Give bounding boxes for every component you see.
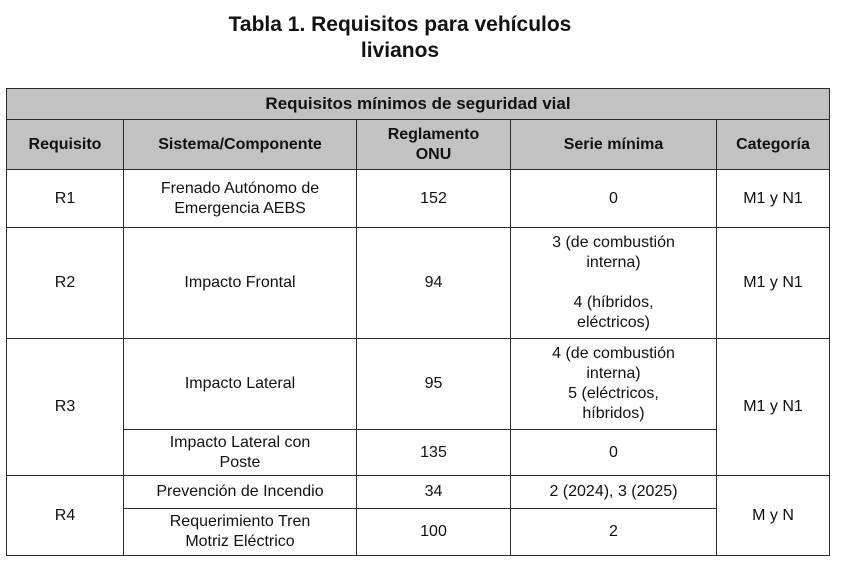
table-title	[0, 12, 800, 64]
header-requisito: Requisito	[7, 120, 124, 170]
cell-text: interna)	[586, 365, 641, 382]
table-banner: Requisitos mínimos de seguridad vial	[7, 89, 830, 120]
cell-text: eléctricos)	[577, 314, 650, 331]
cell-sistema: Prevención de Incendio	[124, 476, 357, 509]
spacer	[515, 273, 712, 293]
cell-sistema: Impacto Lateral	[124, 339, 357, 430]
cell-requisito: R1	[7, 170, 124, 228]
table-row	[7, 228, 830, 339]
cell-text: interna)	[586, 254, 641, 271]
cell-serie: 2 (2024), 3 (2025)	[511, 476, 717, 509]
cell-categoria: M y N	[717, 476, 830, 556]
table-title-line-1: Tabla 1. Requisitos para vehículos	[228, 13, 572, 36]
cell-requisito: R2	[7, 228, 124, 339]
cell-text: 4 (de combustión	[552, 345, 675, 362]
table-header-row	[7, 120, 830, 170]
header-reglamento-line-2: ONU	[415, 145, 452, 163]
cell-sistema	[124, 430, 357, 476]
requirements-table	[6, 88, 830, 556]
cell-text: Frenado Autónomo de	[160, 179, 320, 197]
cell-text: Emergencia AEBS	[174, 199, 306, 217]
cell-text: 5 (eléctricos,	[568, 385, 659, 402]
cell-reglamento: 94	[357, 228, 511, 339]
cell-sistema: Impacto Frontal	[124, 228, 357, 339]
table-row	[7, 170, 830, 228]
cell-text: Requerimiento Tren	[169, 513, 311, 530]
cell-text: Poste	[219, 453, 261, 471]
table-row	[7, 509, 830, 556]
table-title-line-2: livianos	[360, 39, 440, 62]
table-row	[7, 430, 830, 476]
cell-requisito: R4	[7, 476, 124, 556]
header-reglamento-line-1: Reglamento	[387, 125, 480, 143]
cell-serie	[511, 339, 717, 430]
cell-reglamento: 34	[357, 476, 511, 509]
cell-text: híbridos)	[582, 405, 645, 422]
cell-text: 4 (híbridos,	[573, 294, 654, 311]
cell-serie	[511, 228, 717, 339]
cell-reglamento: 95	[357, 339, 511, 430]
cell-serie: 0	[511, 170, 717, 228]
table-banner-row	[7, 89, 830, 120]
header-categoria: Categoría	[717, 120, 830, 170]
table-row	[7, 476, 830, 509]
header-sistema: Sistema/Componente	[124, 120, 357, 170]
header-serie: Serie mínima	[511, 120, 717, 170]
cell-serie: 2	[511, 509, 717, 556]
cell-reglamento: 135	[357, 430, 511, 476]
cell-text: 3 (de combustión	[552, 234, 675, 251]
table-row	[7, 339, 830, 430]
header-reglamento	[357, 120, 511, 170]
cell-categoria: M1 y N1	[717, 339, 830, 476]
cell-sistema	[124, 170, 357, 228]
cell-requisito: R3	[7, 339, 124, 476]
cell-categoria: M1 y N1	[717, 170, 830, 228]
cell-categoria: M1 y N1	[717, 228, 830, 339]
cell-serie: 0	[511, 430, 717, 476]
cell-reglamento: 152	[357, 170, 511, 228]
cell-sistema	[124, 509, 357, 556]
cell-reglamento: 100	[357, 509, 511, 556]
cell-text: Impacto Lateral con	[169, 433, 311, 451]
cell-text: Motriz Eléctrico	[185, 533, 295, 550]
